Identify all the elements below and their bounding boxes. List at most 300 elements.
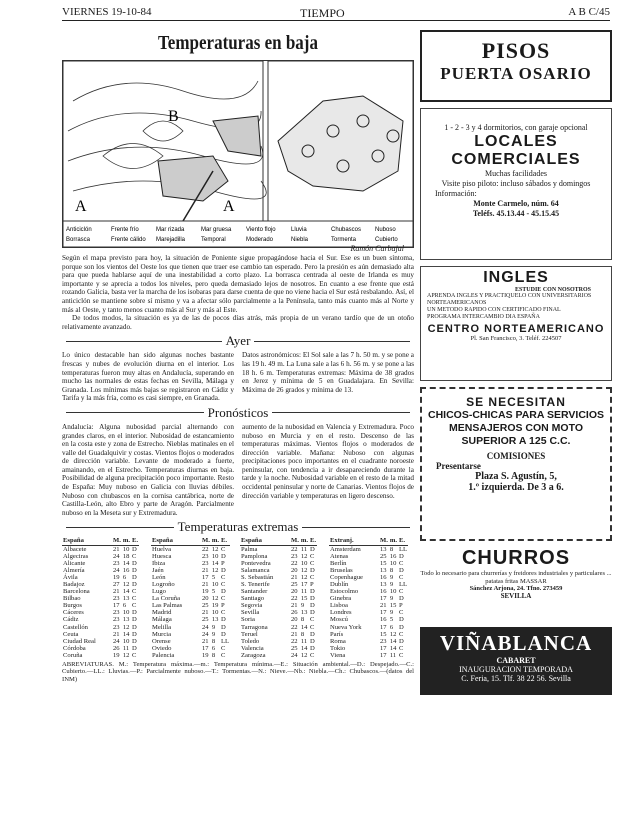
temp-cell: 12 [122,623,130,631]
temp-cell: 10 [122,545,130,553]
temp-row [62,609,139,616]
temp-cell: 25 [291,581,298,588]
temp-row [62,567,139,574]
temp-cell: Cáceres [63,609,84,617]
temp-row [240,560,317,567]
weather-intro: Según el mapa previsto para hoy, la situación de Poniente sigue propagándose hacia el Sur. Ese es un buen síntoma, porque son los vientos del Oeste los que tienen que traer ese cambio tan esperado. Pero la presión es aún demasiado alta para que pueda hablarse aquí de una inestabilidad a corto plazo. La borrasca centrada al oeste de Irlanda es muy importante y se aprecia a todos los niveles, pero queda demasiado lejos de nosotros. En cuanto a ese frente que está rozando Galicia, basta ver la marcha de los isobaras para darse cuenta de que no viene hacia el Sur está resbalando. Así, el anticiclón se mantiene sobre sí mismo y va a afectar sólo parcialmente a la Península, tanto más cuanto más al Norte y más al Oeste, y tanto menos cuanto más al Sur y más al Este. [62,254,414,314]
temp-cell: D [310,588,315,596]
temp-cell: 21 [202,581,209,588]
temp-cell: 12 [300,651,308,659]
temp-cell: 19 [202,651,209,659]
temp-row [62,595,139,602]
ayer-text-right: Datos astronómicos: El Sol sale a las 7 h. 50 m. y se pone a las 19 h. 49 m. La Luna sale a las 6 h. 56 m. y se pone a las 18 h. 6 m. Temperaturas extremas: Máxima de 38 grados en Jerez y mínima de 5 en Guadalajara. En Sevilla: Máxima de 26 grados y mínima de 13. [242,351,414,394]
temp-cell: Ávila [63,573,78,581]
temp-cell: 19 [113,651,120,659]
temp-row [240,581,317,588]
temp-cell: 11 [300,545,308,553]
temp-cell: León [152,573,166,581]
temp-cell: 23 [113,623,120,631]
ad-mensajeros-comisiones: COMISIONES [486,451,546,461]
temp-cell: D [221,552,226,560]
temp-table-header: m. [211,537,220,545]
temp-cell: Ibiza [152,559,166,567]
temp-cell: D [132,581,137,588]
temp-cell: D [132,559,137,567]
temp-cell: 27 [113,581,120,588]
legend-8: Viento flojo [246,227,276,233]
temp-cell: C [132,651,137,659]
legend-14: Nuboso [375,227,396,233]
temp-row [240,595,317,602]
ad-mensajeros-address: Plaza S. Agustín, 5, [475,471,557,482]
ad-locales-title2: COMERCIALES [451,151,581,168]
temp-cell: P [399,602,403,610]
temp-cell: D [221,623,226,631]
temp-cell: P [310,581,314,588]
temp-cell: D [399,566,404,574]
temp-cell: 10 [211,609,219,617]
temp-table-header: M. [380,537,388,545]
temp-cell: D [399,623,404,631]
temp-cell: P [221,602,225,610]
legend-11: Niebla [291,237,309,243]
temp-cell: 9 [389,609,394,617]
ad-mensajeros-body: CHICOS-CHICAS PARA SERVICIOS MENSAJEROS CON MOTO SUPERIOR A 125 C.C. [428,409,604,447]
temp-cell: Castellón [63,623,88,631]
temp-cell: 22 [291,595,298,603]
temp-table-header: m. [122,537,131,545]
temp-cell: D [310,644,315,652]
temp-cell: Pontevedra [241,559,271,567]
temp-cell: 5 [211,573,216,581]
temp-cell: 25 [202,616,209,624]
temp-cell: 8 [300,616,305,624]
temp-cell: Copenhague [330,573,363,581]
temp-cell: 9 [300,602,305,610]
ad-churros [420,547,612,621]
temp-cell: D [132,609,137,617]
temp-cell: C [132,588,137,596]
temp-cell: Toledo [241,637,260,645]
temp-cell: 24 [202,623,209,631]
temp-row [329,624,408,631]
temp-row [329,553,408,560]
temp-cell: 17 [380,623,387,631]
legend-1: Borrasca [66,237,91,243]
temp-cell: 24 [113,637,120,645]
temp-cell: Santiago [241,595,265,603]
temp-cell: Oviedo [152,644,172,652]
temp-row [151,581,230,588]
temp-cell: 17 [380,609,387,617]
temp-cell: Melilla [152,623,172,631]
temp-cell: D [132,630,137,638]
temp-table-header: M. [291,537,299,545]
temp-cell: 13 [122,595,130,603]
temp-cell: Palma [241,545,258,553]
temp-table-header: E. [398,537,408,545]
header-date: VIERNES 19-10-84 [62,6,152,18]
temp-cell: 12 [300,552,308,560]
temp-cell: C [310,573,315,581]
header-section: TIEMPO [300,6,345,20]
temp-cell: 18 [122,552,130,560]
ad-locales [420,108,612,260]
ad-locales-line7: Monte Carmelo, núm. 64 [473,199,559,208]
temp-cell: 23 [202,552,209,560]
temp-cell: La Coruña [152,595,181,603]
temp-cell: 23 [113,616,120,624]
temp-cell: C [310,623,315,631]
temp-cell: D [221,566,226,574]
temp-cell: 19 [113,573,120,581]
temp-cell: 8 [300,630,305,638]
temp-row [329,545,408,553]
temp-cell: Badajoz [63,581,85,588]
temp-table [329,537,408,659]
temp-table-header: España [240,537,290,545]
temp-row [151,595,230,602]
temp-cell: 13 [211,616,219,624]
temp-cell: S. Sebastián [241,573,274,581]
temp-row [329,595,408,602]
temp-row [151,560,230,567]
temp-row [240,652,317,659]
temp-row [151,624,230,631]
temp-cell: 25 [380,552,387,560]
temp-cell: 13 [380,566,387,574]
temp-cell: 22 [291,623,298,631]
temp-cell: C [221,581,226,588]
temp-table-header: M. [113,537,121,545]
temp-cell: C [310,559,315,567]
temp-cell: 10 [300,559,308,567]
ad-ingles [420,266,612,381]
temp-cell: 23 [113,559,120,567]
temp-cell: 14 [122,630,130,638]
pronosticos-heading: Pronósticos [62,405,414,421]
ad-ingles-bullet3: PROGRAMA INTERCAMBIO DIA ESPAÑA [427,314,540,320]
temp-cell: Atenas [330,552,349,560]
temp-row [62,652,139,659]
temp-cell: 12 [389,630,397,638]
temp-cell: D [221,616,226,624]
header-page: A B C/45 [568,6,610,18]
temp-cell: 5 [211,588,216,596]
ad-vinablanca-event: INAUGURACION TEMPORADA [459,665,573,674]
temp-row [62,560,139,567]
weather-intro-2: De todos modos, la situación es ya de las de pocos días atrás, más propia de un verano tardío que de un otoño relativamente avanzado. [62,314,414,331]
temp-table-header: m. [300,537,309,545]
temp-cell: Roma [330,637,346,645]
temp-row [62,588,139,595]
temp-cell: 14 [389,637,397,645]
map-label-a2: A [223,198,235,215]
temp-cell: Salamanca [241,566,270,574]
ad-churros-address: Sánchez Arjona, 24. Tfno. 273459 [469,585,563,592]
temp-cell: Berlín [330,559,347,567]
temp-cell: Tarragona [241,623,268,631]
temps-heading: Temperaturas extremas [62,519,414,535]
pron-text-right: aumento de la nubosidad en Valencia y Extremadura. Poco nuboso en Murcia y en el resto. Descenso de las temperaturas máximas. Vientos flojos o moderados de dirección variable. Mañana: Nuboso con algunas precipitaciones poco importantes en el cuadrante noroeste peninsular, con tendencia a ir desapareciendo durante la tarde y la noche. Nubosidad variable en el resto de la mitad occidental peninsular y norte de Canarias. Vientos flojos de dirección variable y temperaturas en ligero descenso. [242,422,414,500]
temp-cell: C [221,595,226,603]
temp-cell: LL [399,545,408,553]
temp-cell: 25 [291,644,298,652]
temp-row [329,645,408,652]
temp-cell: C [399,644,404,652]
temp-cell: 10 [211,552,219,560]
temp-cell: 17 [202,644,209,652]
temp-row [62,581,139,588]
temp-cell: 17 [380,595,387,603]
temp-cell: 14 [122,559,130,567]
ayer-text-left: Lo único destacable han sido algunas noches bastante frescas y nubes de evolución diurna en el interior. Los temperaturas fueron muy altas en Andalucía, superando en mucho las normales de estas fechas en Sevilla, Málaga y Granada. Los mínimas más bajas se registraron en Cádiz y Tarifa y la más fría, como es casi siempre, en Granada. [62,351,234,403]
temp-cell: 10 [389,588,397,596]
legend-5: Marejadilla [156,237,186,243]
temp-cell: D [399,616,404,624]
temp-cell: 11 [300,637,308,645]
temp-cell: 21 [202,566,209,574]
temp-cell: 21 [291,630,298,638]
temp-cell: C [132,595,137,603]
temp-row [240,545,317,553]
temp-row [329,616,408,623]
ad-mensajeros [420,387,612,541]
legend-9: Moderado [246,237,274,243]
temp-cell: Sevilla [241,609,260,617]
temp-cell: D [310,602,315,610]
temp-cell: 14 [300,623,308,631]
temp-cell: 17 [380,644,387,652]
temp-cell: 23 [291,552,298,560]
temp-cell: 12 [122,651,130,659]
temp-cell: 12 [300,573,308,581]
temp-row [151,645,230,652]
temp-cell: C [310,552,315,560]
temp-cell: 11 [122,644,130,652]
temp-table-header: Extranj. [329,537,379,545]
ad-ingles-bullet1: APRENDA INGLES Y PRACTIQUELO CON UNIVERSITARIOS NORTEAMERICANOS [427,293,592,306]
temp-cell: Barcelona [63,588,90,596]
weather-column [62,30,414,790]
temp-cell: C [221,651,226,659]
temp-cell: D [399,595,404,603]
legend-12: Chubascos [331,227,362,233]
temp-cell: 10 [122,637,130,645]
temp-cell: 16 [380,616,387,624]
temp-row [151,574,230,581]
temp-cell: D [132,545,137,553]
temp-cell: 8 [211,651,216,659]
temp-cell: D [310,595,315,603]
temp-cell: Estocolmo [330,588,359,596]
temp-cell: 17 [202,573,209,581]
temp-cell: 24 [113,566,120,574]
temp-cell: 23 [202,559,209,567]
temp-cell: 20 [291,616,298,624]
temp-cell: 10 [389,559,397,567]
ad-ingles-bullet2: UN METODO RAPIDO CON CERTIFICADO FINAL [427,307,561,313]
temperature-tables [62,537,414,659]
temp-cell: C [221,545,226,553]
temp-cell: Moscú [330,616,348,624]
temp-cell: 16 [389,552,397,560]
temp-row [329,609,408,616]
temp-cell: Murcia [152,630,172,638]
temp-cell: 23 [113,609,120,617]
legend-7: Temporal [201,237,226,243]
temp-cell: 11 [389,651,397,659]
temp-cell: 21 [113,588,120,596]
ad-pisos-subtitle: PUERTA OSARIO [440,64,592,83]
temp-cell: 8 [389,566,394,574]
temp-cell: Zaragoza [241,651,266,659]
temp-cell: 12 [211,566,219,574]
temp-row [329,567,408,574]
temp-cell: Alicante [63,559,86,567]
temp-cell: LL [399,581,408,588]
temp-cell: Albacete [63,545,87,553]
temp-cell: C [221,573,226,581]
temp-row [240,574,317,581]
temp-row [62,624,139,631]
temp-cell: 9 [211,630,216,638]
temp-cell: 9 [389,595,394,603]
temp-cell: Segovia [241,602,263,610]
temp-cell: Ginebra [330,595,352,603]
temp-cell: P [221,559,225,567]
temp-cell: Lisboa [330,602,348,610]
temp-cell: C [310,651,315,659]
ad-vinablanca-title: VIÑABLANCA [439,631,593,655]
temp-cell: 12 [122,581,130,588]
temp-row [240,631,317,638]
temp-cell: D [132,644,137,652]
temp-row [329,652,408,659]
temp-cell: 9 [389,581,394,588]
temp-cell: D [221,630,226,638]
temp-row [240,616,317,623]
temp-cell: 22 [291,559,298,567]
temp-table-header: España [151,537,201,545]
temp-cell: Teruel [241,630,258,638]
temp-cell: Algeciras [63,552,89,560]
temp-row [151,602,230,609]
temp-row [151,545,230,553]
temp-row [151,588,230,595]
temp-cell: 6 [122,573,127,581]
temp-cell: Tokio [330,644,346,652]
temp-row [329,602,408,609]
ad-churros-body: Todo lo necesario para churrerías y freidores industriales y particulares ... patatas fritas MASSAR [420,570,612,585]
temp-cell: 10 [122,609,130,617]
ad-locales-line1: 1 - 2 - 3 y 4 dormitorios, con garaje opcional [444,123,588,132]
temp-cell: 6 [211,644,216,652]
temp-cell: D [399,552,404,560]
temp-cell: 21 [380,602,387,610]
temp-cell: D [310,609,315,617]
legend-15: Cubierto [375,237,398,243]
temp-cell: Pamplona [241,552,268,560]
abbreviations: ABREVIATURAS. M.: Temperatura máxima.—m.: Temperatura mínima.—E.: Situación ambiental.—D.: Despejado.—C.: Cubierto.—LL.: Lluvias.—P.: Parcialmente nuboso.—T.: Tormentas.—N.: Nieve.—Nb.: Niebla.—Ch.: Chubascos.—(datos del INM) [62,661,414,683]
temp-cell: 17 [380,651,387,659]
temp-cell: 12 [300,566,308,574]
temp-cell: 21 [113,630,120,638]
legend-10: Lluvia [291,227,307,233]
ad-mensajeros-title: SE NECESITAN [466,395,566,409]
temp-cell: 21 [113,545,120,553]
legend-4: Mar rizada [156,227,185,233]
ad-vinablanca-address: C. Feria, 15. Tlf. 38 22 56. Sevilla [461,674,571,683]
temp-cell: 9 [389,573,394,581]
temp-cell: D [132,616,137,624]
temp-cell: 10 [211,581,219,588]
temp-row [329,560,408,567]
temp-cell: 20 [202,595,209,603]
temp-cell: Amsterdam [330,545,361,553]
ad-locales-line8: Teléfs. 45.13.44 - 45.15.45 [472,209,560,218]
temp-table-header: España [62,537,112,545]
temp-cell: LL [221,637,230,645]
temp-cell: C [132,602,137,610]
temp-table-header: E. [132,537,139,545]
temp-cell: C [399,559,404,567]
ad-locales-line5: Visite piso piloto: incluso sábados y domingos [441,179,591,188]
temp-row [151,616,230,623]
temp-cell: Huesca [152,552,172,560]
temp-cell: 22 [291,545,298,553]
temp-row [62,602,139,609]
temp-row [329,574,408,581]
temp-row [62,631,139,638]
ad-ingles-title: INGLES [483,269,549,286]
temp-row [62,545,139,553]
temp-cell: 13 [380,545,387,553]
temp-row [151,553,230,560]
temp-row [62,574,139,581]
temp-table-header: M. [202,537,210,545]
temp-row [151,567,230,574]
temp-cell: 15 [300,595,308,603]
ad-pisos-title: PISOS [481,38,551,63]
temp-row [240,645,317,652]
ad-vinablanca-cabaret: CABARET [496,656,536,665]
ad-vinablanca [420,627,612,695]
temp-table-header: E. [310,537,317,545]
temp-cell: C [399,588,404,596]
ad-churros-title: CHURROS [461,547,571,569]
temp-cell: D [132,637,137,645]
temp-cell: 16 [380,588,387,596]
temp-row [240,567,317,574]
map-label-b: B [168,108,179,125]
temp-cell: 24 [291,651,298,659]
temp-cell: Soria [241,616,255,624]
legend-0: Anticiclón [66,227,92,233]
temp-table-header: E. [220,537,230,545]
map-credit: Ramón Carbajal [350,244,404,253]
temp-cell: 15 [380,559,387,567]
temp-cell: S. Tenerife [241,581,270,588]
temp-cell: 23 [380,637,387,645]
temp-cell: Valencia [241,644,264,652]
temp-cell: 20 [291,588,298,596]
legend-3: Frente cálido [111,237,146,243]
ad-locales-line4: Muchas facilidades [485,169,547,178]
temp-cell: C [132,552,137,560]
temp-cell: 14 [122,588,130,596]
temp-cell: Jaén [152,566,164,574]
